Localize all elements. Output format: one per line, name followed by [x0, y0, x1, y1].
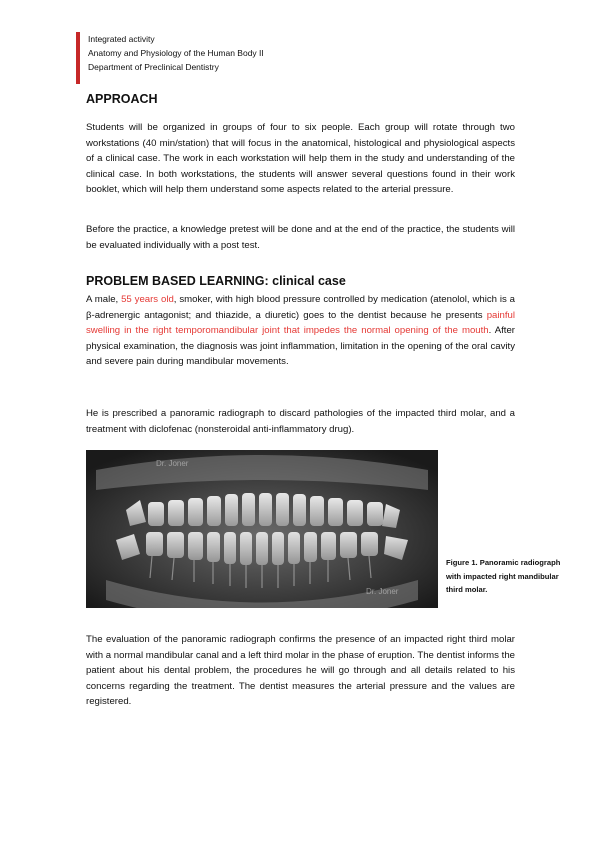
pbl-text-b: , smoker, with high blood pressure controlled by medication (atenolol, which is a β-adrenergic antagonist; and thiazide, a diuretic) goes to the dentist because he presents [86, 294, 515, 321]
approach-heading: APPROACH [86, 92, 158, 106]
document-header [76, 32, 264, 84]
pbl-heading: PROBLEM BASED LEARNING: clinical case [86, 274, 346, 288]
pbl-paragraph-1 [86, 292, 515, 370]
watermark-bottom: Dr. Joner [366, 587, 399, 596]
header-line-course: Anatomy and Physiology of the Human Body II [88, 48, 264, 58]
watermark-top: Dr. Joner [156, 459, 189, 468]
pbl-text-a: A male, [86, 294, 122, 305]
radiograph-image [86, 450, 438, 608]
header-line-department: Department of Preclinical Dentistry [88, 62, 219, 72]
figure-caption: Figure 1. Panoramic radiograph with impacted right mandibular third molar. [446, 558, 561, 594]
approach-paragraph-2: Before the practice, a knowledge pretest will be done and at the end of the practice, the students will be evaluated individually with a post test. [86, 224, 515, 251]
panoramic-radiograph [86, 450, 438, 608]
pbl-paragraph-2: He is prescribed a panoramic radiograph to discard pathologies of the impacted third molar, and a treatment with diclofenac (nonsteroidal anti-inflammatory drug). [86, 408, 515, 435]
header-line-activity: Integrated activity [88, 34, 155, 44]
pbl-text-c: . After physical examination, the diagnosis was joint inflammation, limitation in the opening of the oral cavity and severe pain during mandibular movements. [86, 325, 515, 368]
approach-paragraph-1: Students will be organized in groups of four to six people. Each group will rotate through two workstations (40 min/station) that will focus in the anatomical, histological and physiological aspects of a clinical case. The work in each workstation will help them in the study and understanding of the clinical case. In both workstations, the students will answer several questions found in their work booklet, which will help them understand some aspects related to the arterial pressure. [86, 122, 515, 196]
pbl-symptom-highlight: painful swelling in the right temporomandibular joint that impedes the normal opening of the mouth [86, 309, 515, 337]
pbl-age-highlight: 55 years old [121, 294, 174, 305]
pbl-paragraph-3: The evaluation of the panoramic radiograph confirms the presence of an impacted right third molar with a normal mandibular canal and a left third molar in the phase of eruption. The dentist informs the patient about his dental problem, the procedures he will go through and all details related to his concerns regarding the treatment. The dentist measures the arterial pressure and the values are registered. [86, 634, 515, 708]
